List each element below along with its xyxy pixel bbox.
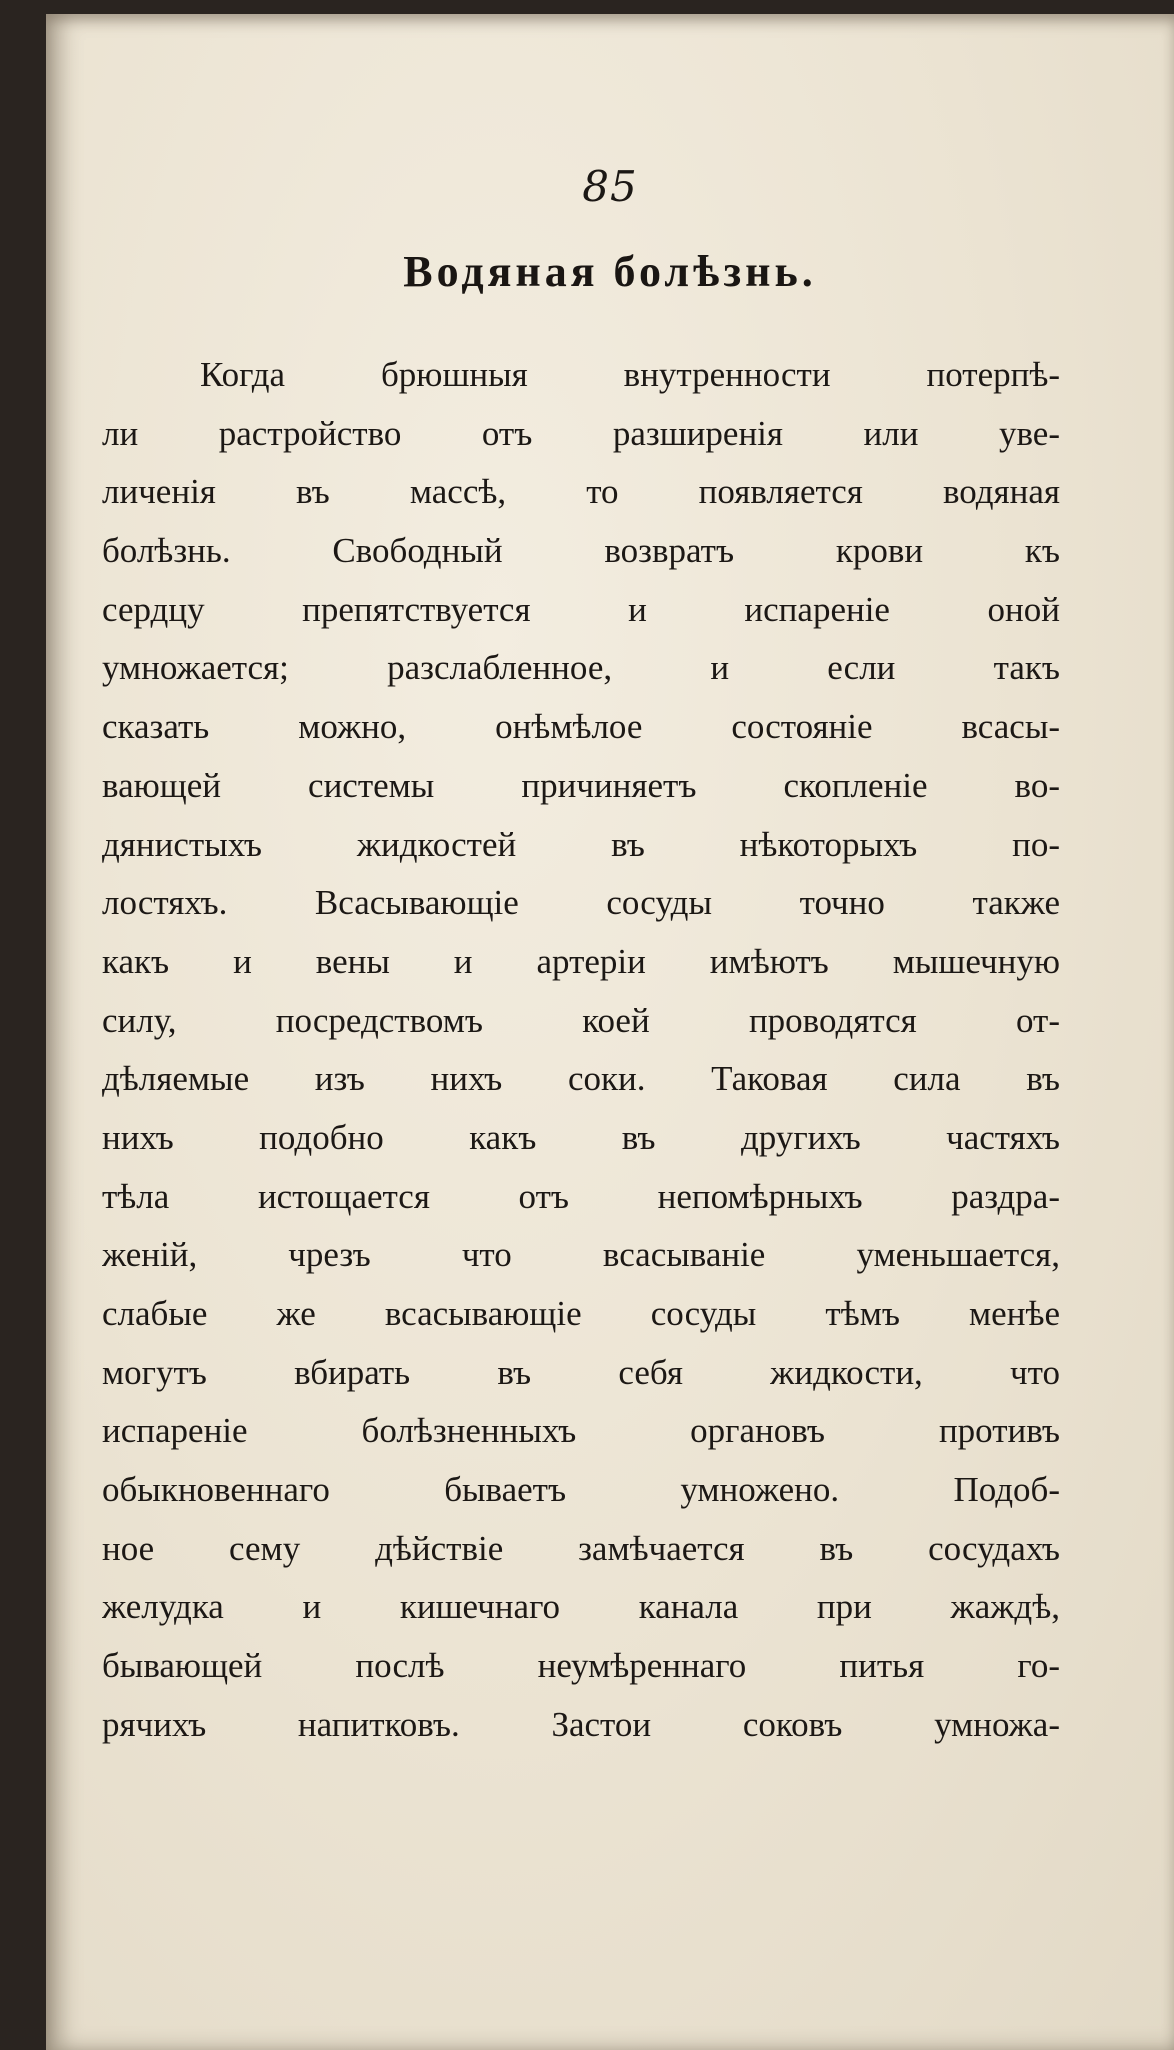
text-line: нихъ подобно какъ въ другихъ частяхъ <box>102 1117 1060 1157</box>
text-line: могутъ вбирать въ себя жидкости, что <box>102 1352 1060 1392</box>
text-line: сердцу препятствуется и испареніе оной <box>102 589 1060 629</box>
section-title: Водяная болѣзнь. <box>403 247 817 296</box>
text-line: женій, чрезъ что всасываніе уменьшается, <box>102 1235 1060 1275</box>
text-line: дянистыхъ жидкостей въ нѣкоторыхъ по- <box>102 824 1060 864</box>
text-line: желудка и кишечнаго канала при жаждѣ, <box>102 1587 1060 1627</box>
text-line: умножается; разслабленное, и если такъ <box>102 648 1060 688</box>
body-paragraph <box>102 346 1060 1755</box>
text-line: сказать можно, онѣмѣлое состояніе всасы- <box>102 707 1060 747</box>
text-line: силу, посредствомъ коей проводятся от- <box>102 1000 1060 1040</box>
text-line: личенія въ массѣ, то появляется водяная <box>102 472 1060 512</box>
text-line: вающей системы причиняетъ скопленіе во- <box>102 765 1060 805</box>
text-line: рячихъ напитковъ. Застои соковъ умножа- <box>102 1704 1060 1744</box>
text-line: бывающей послѣ неумѣреннаго питья го- <box>102 1646 1060 1686</box>
text-line: какъ и вены и артеріи имѣютъ мышечную <box>102 941 1060 981</box>
text-line: ли растройство отъ разширенія или уве- <box>102 413 1060 453</box>
text-line: испареніе болѣзненныхъ органовъ противъ <box>102 1411 1060 1451</box>
text-line: слабые же всасывающіе сосуды тѣмъ менѣе <box>102 1294 1060 1333</box>
text-line: лостяхъ. Всасывающіе сосуды точно также <box>102 883 1060 923</box>
book-page <box>46 14 1174 2050</box>
text-line: тѣла истощается отъ непомѣрныхъ раздра- <box>102 1176 1060 1216</box>
text-line: ное сему дѣйствіе замѣчается въ сосудахъ <box>102 1528 1060 1568</box>
page-number: 85 <box>582 162 638 211</box>
text-line: обыкновеннаго бываетъ умножено. Подоб- <box>102 1470 1060 1510</box>
text-line: дѣляемые изъ нихъ соки. Таковая сила въ <box>102 1059 1060 1099</box>
text-line: болѣзнь. Свободный возвратъ крови къ <box>102 531 1060 571</box>
text-line: Когда брюшныя внутренности потерпѣ- <box>200 355 1060 394</box>
